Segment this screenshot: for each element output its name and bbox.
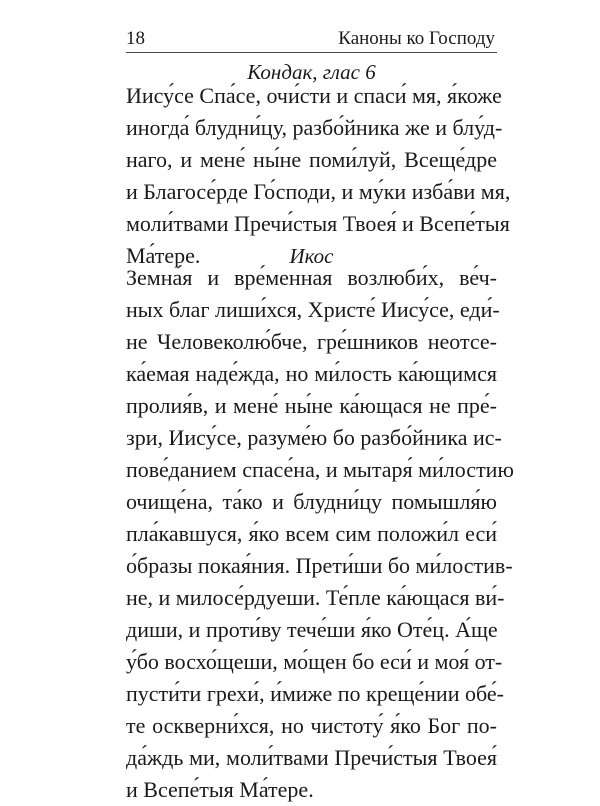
text-line: пусти́ти грехи́, и́миже по креще́нии обе́- (126, 681, 504, 706)
text-line: о́бразы покая́ния. Прети́ши бо ми́лостив- (126, 553, 513, 578)
ikos-heading: Икос (289, 244, 334, 268)
page-number: 18 (126, 28, 145, 49)
ikos-text (126, 262, 514, 806)
text-line: у́бо восхо́щеши, мо́щен бо еси́ и моя́ от- (126, 649, 503, 674)
text-line: иногда́ блудни́цу, разбо́йника же и блу́д- (126, 115, 503, 140)
text-line: Земна́я и вре́менная возлюби́х, ве́ч- (126, 265, 497, 290)
text-line: Ма́тере. (126, 243, 201, 268)
text-line: зри, Иису́се, разуме́ю бо разбо́йника ис- (126, 425, 502, 450)
text-line: ка́емая наде́жда, но ми́лость ка́ющимся (126, 361, 497, 386)
text-line: пове́данием спасе́на, и мытаря́ ми́лостию (126, 457, 514, 482)
text-line: не Человеколю́бче, гре́шников неотсе- (126, 329, 497, 354)
text-line: те оскверни́хся, но чистоту́ я́ко Бог по- (126, 713, 497, 738)
text-line: и Всепе́тыя Ма́тере. (126, 777, 314, 802)
text-line: ных благ лиши́хся, Христе́ Иису́се, еди́- (126, 297, 500, 322)
text-line: очище́на, та́ко и блудни́цу помышля́ю (126, 489, 497, 514)
text-line: пролия́в, и мене́ ны́не ка́ющася не пре́- (126, 393, 497, 418)
text-line: диши, и проти́ву тече́ши я́ко Оте́ц. А́ще (126, 617, 498, 642)
running-title: Каноны ко Господу (338, 28, 495, 49)
text-line: Иису́се Спа́се, очи́сти и спаси́ мя, я́коже (126, 83, 502, 108)
text-line: моли́твами Пречи́стыя Твоея́ и Всепе́тыя (126, 211, 510, 236)
text-line: да́ждь ми, моли́твами Пречи́стыя Твоея́ (126, 745, 497, 770)
page-header (126, 28, 497, 53)
text-line: наго, и мене́ ны́не поми́луй, Всеще́дре (126, 147, 497, 172)
text-line: и Благосе́рде Го́споди, и му́ки изба́ви мя, (126, 179, 511, 204)
kondak-heading: Кондак, глас 6 (247, 60, 376, 84)
text-line: не, и милосе́рдуеши. Те́пле ка́ющася ви́- (126, 585, 505, 610)
text-line: пла́кавшуся, я́ко всем сим положи́л еси́ (126, 521, 497, 546)
